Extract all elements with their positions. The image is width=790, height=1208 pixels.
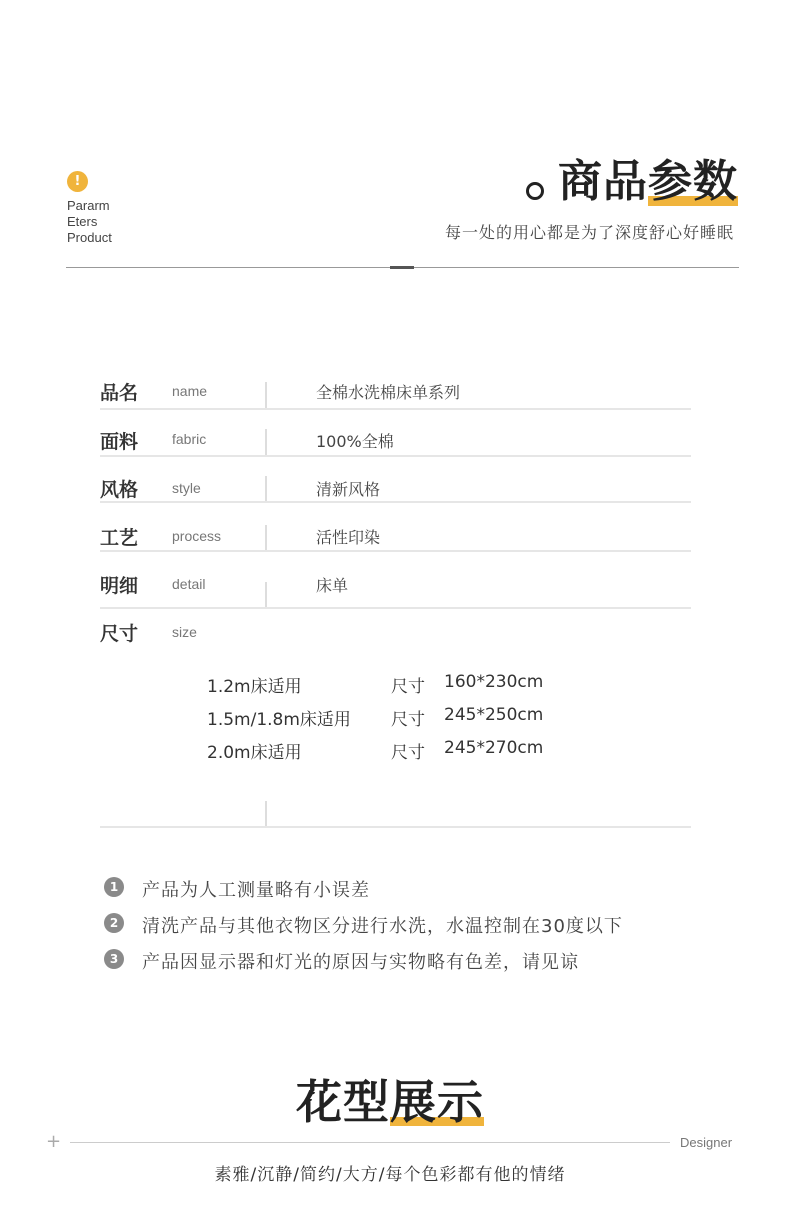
spec-value-name: 全棉水洗棉床单系列 xyxy=(316,383,461,402)
size-dims-2: 245*250cm xyxy=(444,705,544,725)
section-title-plain: 花型 xyxy=(296,1075,390,1129)
spec-row-divider xyxy=(100,501,691,503)
spec-label-process: 工艺 xyxy=(100,527,139,549)
spec-label-name: 品名 xyxy=(100,382,139,404)
page-title xyxy=(526,150,738,210)
size-dims-3: 245*270cm xyxy=(444,738,544,758)
spec-en-fabric: fabric xyxy=(172,431,207,447)
plus-icon: + xyxy=(46,1131,62,1152)
header-divider-mark xyxy=(390,266,414,269)
spec-separator xyxy=(265,582,267,608)
en-label-line-3: Product xyxy=(67,230,112,245)
spec-separator xyxy=(265,382,267,408)
spec-en-process: process xyxy=(172,528,222,544)
size-bed-3: 2.0m床适用 xyxy=(207,743,302,763)
designer-label: Designer xyxy=(680,1135,733,1150)
spec-en-style: style xyxy=(172,480,201,496)
number-1-icon: 1 xyxy=(104,877,124,897)
spec-en-size: size xyxy=(172,624,197,640)
section-title-highlight: 展示 xyxy=(390,1066,484,1132)
size-bed-2: 1.5m/1.8m床适用 xyxy=(207,710,351,730)
section-subtitle: 素雅/沉静/简约/大方/每个色彩都有他的情绪 xyxy=(214,1165,566,1185)
en-label-line-1: Pararm xyxy=(67,198,110,213)
info-badge-icon: ! xyxy=(67,171,88,192)
title-highlight: 参数 xyxy=(648,154,738,210)
size-label-2: 尺寸 xyxy=(391,710,425,730)
spec-value-process: 活性印染 xyxy=(316,528,381,547)
spec-label-style: 风格 xyxy=(100,479,139,501)
number-2-icon: 2 xyxy=(104,913,124,933)
size-bed-1: 1.2m床适用 xyxy=(207,677,302,697)
spec-value-fabric: 100%全棉 xyxy=(316,432,394,451)
size-label-3: 尺寸 xyxy=(391,743,425,763)
note-text-1: 产品为人工测量略有小误差 xyxy=(142,880,370,901)
number-3-icon: 3 xyxy=(104,949,124,969)
spec-separator xyxy=(265,801,267,827)
en-label-line-2: Eters xyxy=(67,214,98,229)
note-text-2: 清洗产品与其他衣物区分进行水洗，水温控制在30度以下 xyxy=(142,916,623,937)
spec-value-detail: 床单 xyxy=(316,576,349,595)
circle-dot-icon xyxy=(526,182,544,200)
spec-label-fabric: 面料 xyxy=(100,431,139,453)
spec-separator xyxy=(265,525,267,551)
spec-value-style: 清新风格 xyxy=(316,480,381,499)
size-dims-1: 160*230cm xyxy=(444,672,544,692)
page-subtitle: 每一处的用心都是为了深度舒心好睡眠 xyxy=(444,223,734,242)
spec-row-divider xyxy=(100,455,691,457)
spec-en-detail: detail xyxy=(172,576,206,592)
section-title xyxy=(0,1066,780,1132)
spec-label-size: 尺寸 xyxy=(100,623,139,645)
size-label-1: 尺寸 xyxy=(391,677,425,697)
spec-separator xyxy=(265,476,267,502)
title-plain: 商品 xyxy=(558,156,648,207)
spec-row-divider xyxy=(100,550,691,552)
spec-table-bottom-divider xyxy=(100,826,691,828)
spec-en-name: name xyxy=(172,383,208,399)
note-text-3: 产品因显示器和灯光的原因与实物略有色差，请见谅 xyxy=(142,952,579,973)
section-divider xyxy=(70,1142,670,1143)
spec-row-divider xyxy=(100,607,691,609)
spec-separator xyxy=(265,429,267,455)
spec-row-divider xyxy=(100,408,691,410)
spec-label-detail: 明细 xyxy=(100,575,139,597)
